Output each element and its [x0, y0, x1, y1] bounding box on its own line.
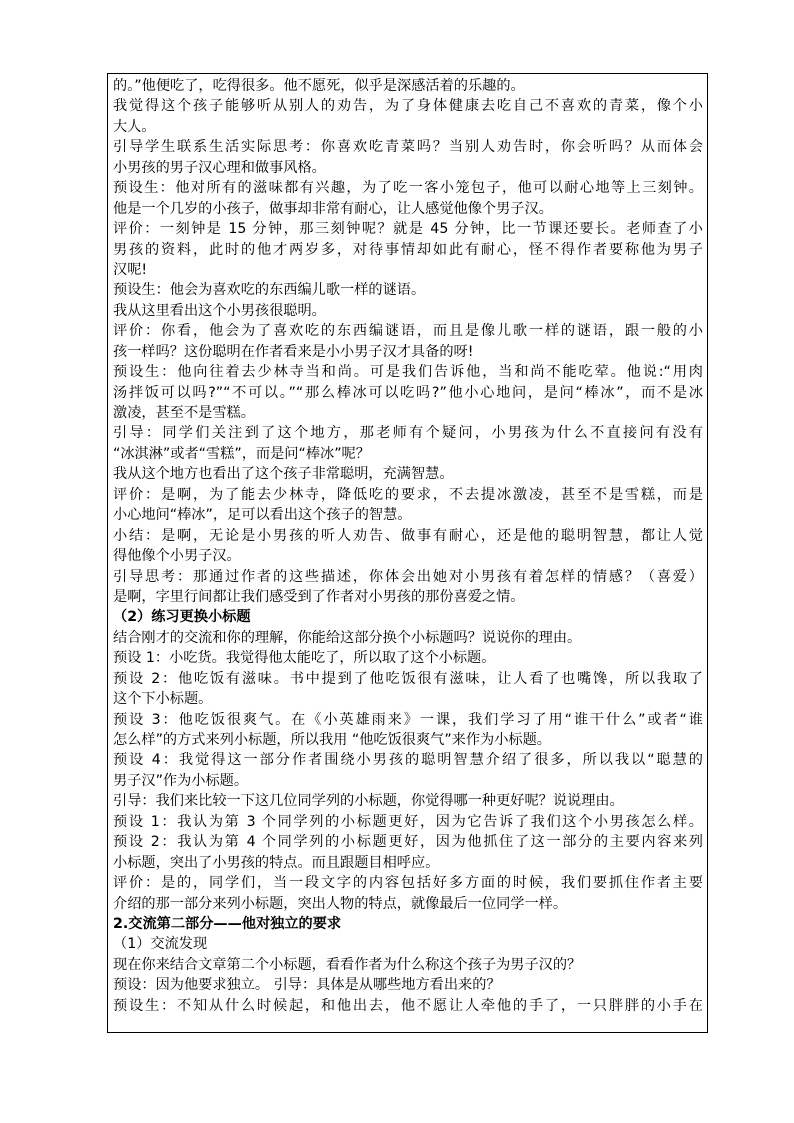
text-line: 引导：同学们关注到了这个地方，那老师有个疑问，小男孩为什么不直接问有没有	[113, 425, 703, 442]
text-line: 预设：因为他要求独立。 引导：具体是从哪些地方看出来的？	[113, 977, 501, 994]
text-line: 小标题，突出了小男孩的特点。而且跟题目相呼应。	[113, 854, 440, 871]
text-line: “冰淇淋”或者“雪糕”，而是问“棒冰”呢？	[113, 445, 370, 462]
text-line: （1）交流发现	[113, 936, 208, 953]
text-line: 得他像个小男子汉。	[113, 548, 241, 565]
text-line: 引导：我们来比较一下这几位同学列的小标题，你觉得哪一种更好呢？说说理由。	[113, 793, 624, 810]
text-line: （2）练习更换小标题	[113, 609, 251, 626]
text-line: 评价：是啊，为了能去少林寺，降低吃的要求，不去提冰激凌，甚至不是雪糕，而是	[113, 486, 703, 503]
text-line: 怎么样”的方式来列小标题，所以我用 “他吃饭很爽气”来作为小标题。	[113, 732, 551, 748]
text-line: 现在你来结合文章第二个小标题，看看作者为什么称这个孩子为男子汉的？	[113, 956, 582, 973]
text-line: 预设 1：小吃货。我觉得他太能吃了，所以取了这个小标题。	[113, 650, 496, 667]
text-line: 预设 2：他吃饭有滋味。书中提到了他吃饭很有滋味，让人看了也嘴馋，所以我取了	[113, 670, 703, 687]
text-line: 预设生：他对所有的滋味都有兴趣，为了吃一客小笼包子，他可以耐心地等上三刻钟。	[113, 180, 703, 197]
text-line: 评价：是的，同学们，当一段文字的内容包括好多方面的时候，我们要抓住作者主要	[113, 875, 703, 892]
text-line: 的。”他便吃了，吃得很多。他不愿死，似乎是深感活着的乐趣的。	[113, 78, 525, 94]
text-line: 介绍的那一部分来列小标题，突出人物的特点，就像最后一位同学一样。	[113, 895, 568, 912]
text-line: 预设 1：我认为第 3 个同学列的小标题更好，因为它告诉了我们这个小男孩怎么样。	[113, 813, 703, 830]
text-line: 结合刚才的交流和你的理解，你能给这部分换个小标题吗？说说你的理由。	[113, 629, 582, 646]
text-line: 汤拌饭可以吗?”“不可以。”“那么棒冰可以吃吗?”他小心地问，是问“棒冰”，而不是冰	[113, 384, 703, 401]
text-line: 小心地问“棒冰”，足可以看出这个孩子的智慧。	[113, 507, 412, 524]
text-line: 预设 2：我认为第 4 个同学列的小标题更好，因为他抓住了这一部分的主要内容来列	[113, 834, 703, 851]
text-line: 预设 3：他吃饭很爽气。在《小英雄雨来》一课，我们学习了用“谁干什么”或者“谁	[113, 711, 703, 728]
text-line: 预设生：他会为喜欢吃的东西编儿歌一样的谜语。	[113, 282, 426, 299]
text-line: 大人。	[113, 118, 156, 135]
text-line: 是啊，字里行间都让我们感受到了作者对小男孩的那份喜爱之情。	[113, 588, 525, 605]
text-line: 引导学生联系生活实际思考：你喜欢吃青菜吗？当别人劝告时，你会听吗？从而体会	[113, 139, 703, 156]
text-line: 我从这个地方也看出了这个孩子非常聪明，充满智慧。	[113, 466, 454, 483]
text-line: 男子汉”作为小标题。	[113, 772, 249, 789]
text-line: 评价：一刻钟是 15 分钟，那三刻钟呢？就是 45 分钟，比一节课还要长。老师查了小	[113, 221, 703, 238]
text-line: 小结：是啊，无论是小男孩的听人劝告、做事有耐心，还是他的聪明智慧，都让人觉	[113, 527, 703, 544]
text-line: 2.交流第二部分——他对独立的要求	[113, 915, 342, 932]
lesson-plan-text	[113, 76, 703, 1016]
text-line: 这个下小标题。	[113, 691, 213, 708]
text-line: 预设 4：我觉得这一部分作者围绕小男孩的聪明智慧介绍了很多，所以我以“聪慧的	[113, 752, 703, 769]
text-line: 评价：你看，他会为了喜欢吃的东西编谜语，而且是像儿歌一样的谜语，跟一般的小	[113, 323, 703, 340]
text-line: 引导思考：那通过作者的这些描述，你体会出她对小男孩有着怎样的情感？（喜爱）	[113, 568, 703, 585]
text-line: 男孩的资料，此时的他才两岁多，对待事情却如此有耐心，怪不得作者要称他为男子	[113, 241, 703, 258]
text-line: 我从这里看出这个小男孩很聪明。	[113, 302, 326, 319]
text-line: 我觉得这个孩子能够听从别人的劝告，为了身体健康去吃自己不喜欢的青菜，像个小	[113, 98, 703, 115]
text-line: 预设生：不知从什么时候起，和他出去，他不愿让人牵他的手了，一只胖胖的小手在	[113, 997, 703, 1014]
text-line: 小男孩的男子汉心理和做事风格。	[113, 159, 326, 176]
text-line: 预设生：他向往着去少林寺当和尚。可是我们告诉他，当和尚不能吃荤。他说:“用肉	[113, 364, 703, 381]
text-line: 孩一样吗？这份聪明在作者看来是小小男子汉才具备的呀!	[113, 343, 474, 360]
text-line: 激凌，甚至不是雪糕。	[113, 405, 255, 421]
text-line: 汉呢!	[113, 261, 148, 278]
text-line: 他是一个几岁的小孩子，做事却非常有耐心，让人感觉他像个男子汉。	[113, 200, 553, 217]
